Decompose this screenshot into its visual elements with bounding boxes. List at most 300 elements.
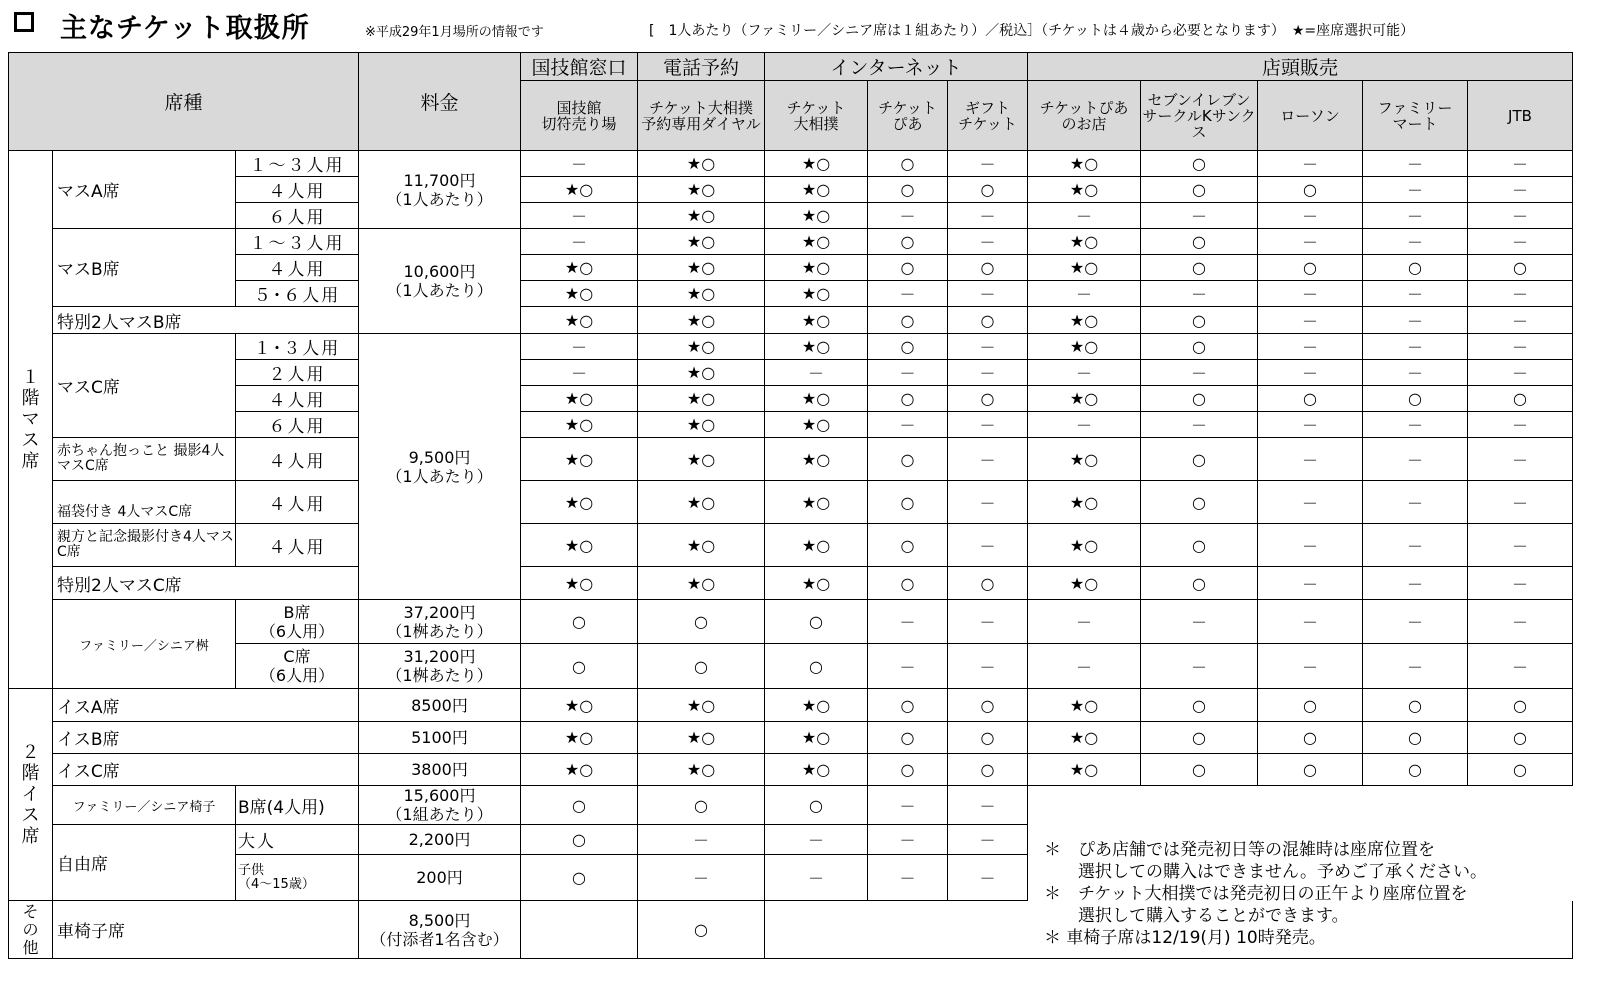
availability-mark: － [1468,438,1573,481]
availability-mark: ★○ [765,722,868,754]
availability-mark: ★○ [638,255,765,281]
availability-mark: ★○ [765,438,868,481]
availability-mark: ★○ [521,689,638,722]
availability-mark: ★○ [521,307,638,334]
footnote-line: 選択して購入することができます。 [1044,906,1349,926]
seat-count: ２人用 [236,360,359,386]
availability-mark: ○ [1468,754,1573,786]
availability-mark: － [765,855,868,901]
availability-mark: ○ [1363,754,1468,786]
availability-mark: － [1363,177,1468,203]
channel-header: ローソン [1258,81,1363,151]
availability-mark: ★○ [765,412,868,438]
seat-count: 子供 （4～15歳） [236,855,359,901]
group-header: 国技館窓口 [521,53,638,81]
availability-mark: － [1468,177,1573,203]
channel-header: ギフト チケット [948,81,1028,151]
availability-mark: － [1468,567,1573,600]
availability-mark: ★○ [765,255,868,281]
availability-mark: － [1363,203,1468,229]
availability-mark: ○ [1141,481,1258,524]
availability-mark: － [1363,151,1468,177]
availability-mark: － [1258,281,1363,307]
table-row [9,151,1573,177]
availability-mark: ★○ [1028,438,1141,481]
availability-mark: － [1363,360,1468,386]
availability-mark: － [1258,567,1363,600]
availability-mark: ○ [638,901,765,959]
availability-mark: ★○ [1028,481,1141,524]
availability-mark: ○ [868,754,948,786]
availability-mark: － [948,481,1028,524]
table-row [9,203,1573,229]
availability-mark: ★○ [521,386,638,412]
availability-mark: ★○ [638,281,765,307]
seat-name: マスB席 [53,229,236,307]
availability-mark: － [948,334,1028,360]
availability-mark: ★○ [638,229,765,255]
footnote-line: ＊ チケット大相撲では発売初日の正午より座席位置を [1044,884,1468,904]
section-label: １ 階 マ ス 席 [9,151,53,689]
availability-mark: － [1028,600,1141,644]
table-row [9,255,1573,281]
table-row [9,386,1573,412]
seat-price: 8,500円 （付添者1名含む） [359,901,521,959]
availability-mark: ★○ [638,524,765,567]
availability-mark: － [521,203,638,229]
availability-mark: ○ [1468,722,1573,754]
availability-mark: ★○ [765,567,868,600]
availability-mark: ○ [868,151,948,177]
availability-mark: ○ [521,825,638,855]
availability-mark: － [1141,360,1258,386]
availability-mark: － [948,438,1028,481]
seat-price: 11,700円 （1人あたり） [359,151,521,229]
availability-mark: ○ [765,644,868,689]
availability-mark: ★○ [638,481,765,524]
seat-count: １～３人用 [236,229,359,255]
availability-mark: ○ [1468,386,1573,412]
availability-mark: ○ [1141,524,1258,567]
seat-name: 赤ちゃん抱っこと 撮影4人マスC席 [53,438,236,481]
availability-mark: ★○ [638,386,765,412]
availability-mark: ○ [521,855,638,901]
availability-mark: － [948,600,1028,644]
availability-mark: － [1363,438,1468,481]
availability-mark: － [1028,203,1141,229]
availability-mark: ○ [1141,334,1258,360]
seat-name: 自由席 [53,825,236,901]
availability-mark: ★○ [1028,177,1141,203]
availability-mark: － [948,412,1028,438]
table-row [9,600,1573,644]
seat-name: 特別2人マスB席 [53,307,359,334]
availability-mark: ○ [1141,754,1258,786]
channel-header: チケット 大相撲 [765,81,868,151]
seat-name: 福袋付き 4人マスC席 [53,481,236,524]
availability-mark: ★○ [765,229,868,255]
availability-mark: － [1363,307,1468,334]
availability-mark: ★○ [1028,307,1141,334]
table-row [9,229,1573,255]
availability-mark: － [1028,644,1141,689]
availability-mark: － [1258,600,1363,644]
availability-mark: ★○ [1028,386,1141,412]
page-title: 主なチケット取扱所 [60,13,310,44]
availability-mark: ○ [868,438,948,481]
availability-mark: ★○ [1028,151,1141,177]
seat-price: 15,600円 （1組あたり） [359,786,521,825]
availability-mark: ○ [868,255,948,281]
availability-mark: － [948,644,1028,689]
seat-count: ６人用 [236,412,359,438]
availability-mark: － [1468,644,1573,689]
availability-mark: － [1258,203,1363,229]
availability-mark: － [638,855,765,901]
availability-mark: － [521,151,638,177]
table-row [9,689,1573,722]
table-row [9,360,1573,386]
table-row [9,644,1573,689]
footnotes [1044,839,1487,949]
availability-mark: ★○ [638,754,765,786]
availability-mark: － [948,855,1028,901]
footnote-line: ＊ ぴあ店舗では発売初日等の混雑時は座席位置を [1044,840,1435,860]
availability-mark: － [1258,524,1363,567]
seat-count: ４人用 [236,255,359,281]
availability-mark: ★○ [638,203,765,229]
availability-mark: － [1258,334,1363,360]
availability-mark: ○ [948,386,1028,412]
channel-header: チケット ぴあ [868,81,948,151]
availability-mark: － [1141,281,1258,307]
group-header: 電話予約 [638,53,765,81]
availability-mark: ○ [868,386,948,412]
table-row [9,334,1573,360]
availability-mark: ★○ [638,722,765,754]
availability-mark: ★○ [765,177,868,203]
availability-mark: ○ [1141,567,1258,600]
table-row [9,177,1573,203]
availability-mark: ○ [868,689,948,722]
ticket-outlet-table [8,52,1573,959]
availability-mark: ○ [948,255,1028,281]
availability-mark: － [948,229,1028,255]
availability-mark: ○ [1141,438,1258,481]
availability-mark: ○ [638,786,765,825]
availability-mark: ○ [948,307,1028,334]
channel-header: チケットぴあ のお店 [1028,81,1141,151]
availability-mark: ★○ [1028,334,1141,360]
availability-mark: － [1468,600,1573,644]
availability-mark: ○ [948,754,1028,786]
availability-mark: ★○ [638,360,765,386]
availability-mark: ○ [1258,722,1363,754]
availability-mark: ○ [1258,177,1363,203]
seat-count: ６人用 [236,203,359,229]
availability-mark: ★○ [638,567,765,600]
availability-mark: － [1141,644,1258,689]
availability-mark: － [1141,600,1258,644]
availability-mark: ★○ [765,151,868,177]
availability-mark: ★○ [638,689,765,722]
availability-mark: ★○ [1028,754,1141,786]
seat-price: 2,200円 [359,825,521,855]
seat-count: C席 （6人用） [236,644,359,689]
availability-mark: ○ [1468,255,1573,281]
availability-mark: ○ [1468,689,1573,722]
availability-mark: ○ [868,229,948,255]
seat-price: 8500円 [359,689,521,722]
availability-mark: － [1468,524,1573,567]
availability-mark: － [1363,600,1468,644]
availability-mark: ○ [521,600,638,644]
seat-count: １～３人用 [236,151,359,177]
availability-mark: ○ [765,786,868,825]
availability-mark: ○ [948,177,1028,203]
availability-mark: － [1468,229,1573,255]
availability-mark: － [868,203,948,229]
availability-mark: ★○ [765,754,868,786]
availability-mark: － [868,855,948,901]
availability-mark: － [868,825,948,855]
availability-mark: ★○ [638,334,765,360]
availability-mark: ○ [1363,689,1468,722]
seat-name: イスB席 [53,722,359,754]
availability-mark: － [1363,524,1468,567]
availability-mark: ★○ [521,255,638,281]
availability-mark: ★○ [521,438,638,481]
availability-mark: ★○ [1028,567,1141,600]
seat-price: 10,600円 （1人あたり） [359,229,521,334]
availability-mark: ○ [1141,386,1258,412]
availability-mark: － [521,334,638,360]
availability-mark: ★○ [765,281,868,307]
availability-mark: － [1363,567,1468,600]
availability-mark: － [1028,281,1141,307]
table-row [9,722,1573,754]
availability-mark: － [1258,151,1363,177]
availability-mark: － [1363,229,1468,255]
availability-mark: ★○ [765,481,868,524]
availability-mark: ★○ [765,386,868,412]
availability-mark: － [1468,412,1573,438]
availability-mark: ○ [1141,307,1258,334]
availability-mark: － [868,281,948,307]
availability-mark: － [868,786,948,825]
table-row [9,438,1573,481]
seat-price: 200円 [359,855,521,901]
availability-mark: ○ [1258,754,1363,786]
availability-mark: － [1258,412,1363,438]
availability-mark: － [948,151,1028,177]
availability-mark: － [1258,481,1363,524]
availability-mark: ★○ [521,524,638,567]
availability-mark: ★○ [765,307,868,334]
seat-price: 31,200円 （1桝あたり） [359,644,521,689]
seat-name: ファミリー／シニア桝 [53,600,236,689]
availability-mark: ○ [868,334,948,360]
availability-mark: － [638,825,765,855]
availability-mark: － [1468,334,1573,360]
seat-count: 大人 [236,825,359,855]
group-header: 店頭販売 [1028,53,1573,81]
table-row [9,524,1573,567]
availability-mark: ○ [948,689,1028,722]
availability-mark [521,901,638,959]
availability-mark: － [1363,334,1468,360]
availability-mark: ★○ [765,689,868,722]
availability-mark: ★○ [521,722,638,754]
availability-mark: ★○ [521,177,638,203]
availability-mark: ★○ [521,281,638,307]
table-row [9,307,1573,334]
availability-mark: － [521,360,638,386]
availability-mark: － [1363,281,1468,307]
seat-count: B席 （6人用） [236,600,359,644]
availability-mark: － [948,203,1028,229]
date-note: ※平成29年1月場所の情報です [365,25,544,40]
availability-mark: － [521,229,638,255]
price-note: [ 1人あたり（ファミリー／シニア席は１組あたり）／税込］（チケットは４歳から必要となります） ★=座席選択可能） [649,23,1415,39]
availability-mark: ★○ [521,412,638,438]
channel-header: ファミリー マート [1363,81,1468,151]
channel-header: 国技館 切符売り場 [521,81,638,151]
seat-count: ５･６人用 [236,281,359,307]
availability-mark: ○ [868,481,948,524]
availability-mark: － [1468,281,1573,307]
seat-type-header: 席種 [9,53,359,151]
table-row [9,786,1573,825]
availability-mark: ★○ [638,151,765,177]
availability-mark: ○ [1141,689,1258,722]
availability-mark: － [868,360,948,386]
availability-mark: ○ [1363,722,1468,754]
availability-mark: － [948,524,1028,567]
availability-mark: － [1468,481,1573,524]
availability-mark: ★○ [638,177,765,203]
availability-mark: ★○ [1028,524,1141,567]
availability-mark: － [1363,481,1468,524]
availability-mark: － [868,412,948,438]
availability-mark: － [765,360,868,386]
availability-mark: － [1363,412,1468,438]
seat-name: マスA席 [53,151,236,229]
section-label: ２ 階 イ ス 席 [9,689,53,901]
seat-price: 9,500円 （1人あたり） [359,334,521,600]
availability-mark: ○ [1141,722,1258,754]
availability-mark: － [1141,203,1258,229]
availability-mark: － [1258,360,1363,386]
availability-mark: － [1468,307,1573,334]
availability-mark: ○ [868,177,948,203]
availability-mark: ★○ [765,334,868,360]
seat-name: イスA席 [53,689,359,722]
seat-count: ４人用 [236,386,359,412]
availability-mark: ★○ [765,524,868,567]
availability-mark: － [1468,151,1573,177]
availability-mark: － [1468,203,1573,229]
seat-name: ファミリー／シニア椅子 [53,786,236,825]
availability-mark: ○ [521,644,638,689]
availability-mark: ○ [948,567,1028,600]
availability-mark: ○ [1258,255,1363,281]
availability-mark: － [1258,307,1363,334]
price-header: 料金 [359,53,521,151]
seat-name: 特別2人マスC席 [53,567,359,600]
availability-mark: － [1028,412,1141,438]
availability-mark: ○ [1363,386,1468,412]
availability-mark: ★○ [1028,229,1141,255]
availability-mark: ★○ [1028,689,1141,722]
availability-mark: － [1028,360,1141,386]
availability-mark: ★○ [1028,255,1141,281]
availability-mark: ★○ [521,481,638,524]
seat-count: １･３人用 [236,334,359,360]
availability-mark: ○ [1363,255,1468,281]
footnote-line: 選択しての購入はできません。予めご了承ください。 [1044,862,1488,882]
availability-mark: － [1258,644,1363,689]
table-row [9,412,1573,438]
availability-mark: ○ [765,600,868,644]
channel-header: チケット大相撲 予約専用ダイヤル [638,81,765,151]
seat-price: 37,200円 （1桝あたり） [359,600,521,644]
availability-mark: － [1258,438,1363,481]
seat-count: ４人用 [236,177,359,203]
seat-price: 5100円 [359,722,521,754]
availability-mark: － [1363,644,1468,689]
availability-mark: ○ [1141,255,1258,281]
availability-mark: － [1258,229,1363,255]
availability-mark: － [868,644,948,689]
channel-header: セブンイレブン サークルKサンクス [1141,81,1258,151]
table-row [9,481,1573,524]
availability-mark: － [1141,412,1258,438]
availability-mark: ★○ [638,412,765,438]
table-row [9,281,1573,307]
seat-count: ４人用 [236,438,359,481]
seat-count: ４人用 [236,481,359,524]
seat-name: 親方と記念撮影付き4人マスC席 [53,524,236,567]
seat-name: イスC席 [53,754,359,786]
availability-mark: ○ [868,567,948,600]
seat-name: マスC席 [53,334,236,438]
availability-mark: ○ [948,722,1028,754]
availability-mark: ○ [638,644,765,689]
footnote-line: ＊ 車椅子席は12/19(月) 10時発売。 [1044,928,1326,948]
availability-mark: ○ [868,524,948,567]
section-label: そ の 他 [9,901,53,959]
availability-mark: ★○ [521,567,638,600]
availability-mark: － [948,360,1028,386]
seat-name: 車椅子席 [53,901,359,959]
availability-mark: ○ [1258,386,1363,412]
availability-mark: ○ [638,600,765,644]
channel-header: JTB [1468,81,1573,151]
availability-mark: － [1468,360,1573,386]
table-row [9,754,1573,786]
availability-mark: ★○ [638,307,765,334]
group-header: インターネット [765,53,1028,81]
availability-mark: ○ [868,307,948,334]
availability-mark: ★○ [765,203,868,229]
availability-mark: ★○ [1028,722,1141,754]
seat-price: 3800円 [359,754,521,786]
availability-mark: ○ [1258,689,1363,722]
availability-mark: ★○ [521,754,638,786]
table-row [9,567,1573,600]
availability-mark: ○ [1141,229,1258,255]
